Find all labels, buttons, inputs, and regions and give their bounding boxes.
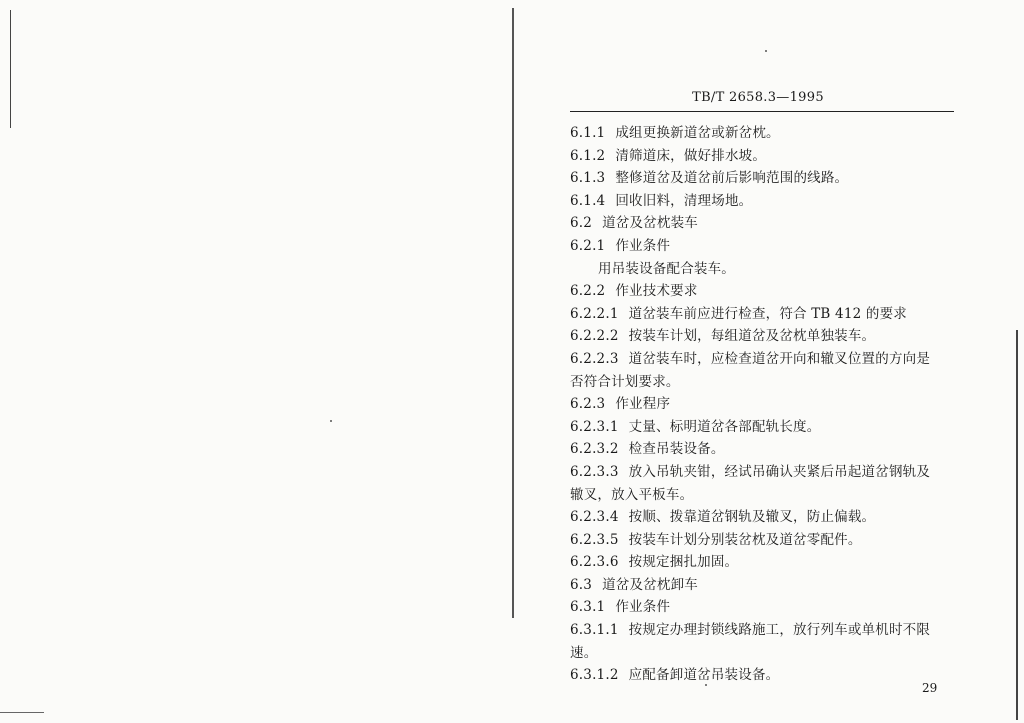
line-text: 应配备卸道岔吊装设备。 xyxy=(628,667,780,684)
section-number: 6.2.1 xyxy=(570,237,606,254)
section-number: 6.2.3.1 xyxy=(570,418,619,435)
document-page xyxy=(562,84,962,714)
line-text: 作业技术要求 xyxy=(615,283,698,300)
text-line xyxy=(570,506,962,529)
line-text: 否符合计划要求。 xyxy=(570,373,680,390)
text-line xyxy=(570,393,962,416)
text-line xyxy=(570,303,962,326)
section-number: 6.2.2.2 xyxy=(570,328,619,345)
text-line xyxy=(570,145,962,168)
text-line xyxy=(570,619,962,642)
scan-speck xyxy=(765,50,767,52)
section-number: 6.2.2.3 xyxy=(570,350,619,367)
section-number: 6.2.3.2 xyxy=(570,441,619,458)
line-text: 辙叉，放入平板车。 xyxy=(570,486,694,503)
section-number: 6.1.1 xyxy=(570,125,606,141)
text-line xyxy=(570,235,962,258)
line-text: 按装车计划，每组道岔及岔枕单独装车。 xyxy=(628,328,876,345)
text-line xyxy=(570,190,962,213)
text-line xyxy=(570,438,962,461)
section-number: 6.3.1.2 xyxy=(570,667,619,684)
text-line xyxy=(570,167,962,190)
bottom-left-edge-mark xyxy=(0,712,44,713)
page-number: 29 xyxy=(922,681,938,695)
section-number: 6.2.3.5 xyxy=(570,531,619,548)
section-number: 6.2.3.6 xyxy=(570,554,619,571)
line-text: 按顺、拨靠道岔钢轨及辙叉，防止偏载。 xyxy=(628,509,876,526)
section-number: 6.2 xyxy=(570,215,593,232)
line-text: 作业条件 xyxy=(615,237,671,254)
line-text: 用吊装设备配合装车。 xyxy=(598,260,735,277)
text-line xyxy=(570,280,962,303)
section-number: 6.2.3.4 xyxy=(570,509,619,526)
scan-speck xyxy=(330,420,332,422)
page-gutter-line xyxy=(512,8,514,618)
section-number: 6.3.1 xyxy=(570,599,606,616)
text-line xyxy=(570,551,962,574)
line-text: 整修道岔及道岔前后影响范围的线路。 xyxy=(615,170,849,187)
section-number: 6.3.1.1 xyxy=(570,622,619,639)
line-text: 按规定捆扎加固。 xyxy=(628,554,739,571)
section-number: 6.1.4 xyxy=(570,192,606,209)
text-line xyxy=(570,664,962,687)
text-line xyxy=(570,325,962,348)
text-line xyxy=(570,212,962,235)
text-line xyxy=(570,596,962,619)
section-number: 6.2.3.3 xyxy=(570,463,619,480)
section-number: 6.1.2 xyxy=(570,147,606,164)
text-line xyxy=(570,529,962,552)
line-text: 作业程序 xyxy=(615,396,671,413)
line-text: 检查吊装设备。 xyxy=(628,441,725,458)
text-line xyxy=(570,574,962,597)
line-text: 道岔及岔枕卸车 xyxy=(602,576,698,593)
section-number: 6.2.2 xyxy=(570,283,606,300)
line-text: 回收旧料，清理场地。 xyxy=(615,192,753,209)
body-text xyxy=(570,122,962,687)
left-page-edge-mark xyxy=(10,10,11,128)
line-text: 道岔装车前应进行检查，符合 TB 412 的要求 xyxy=(628,305,908,322)
line-text: 丈量、标明道岔各部配轨长度。 xyxy=(628,418,821,435)
text-line xyxy=(570,461,962,484)
section-number: 6.2.3 xyxy=(570,396,606,413)
line-text: 成组更换新道岔或新岔枕。 xyxy=(615,125,780,141)
text-line xyxy=(570,258,962,281)
line-text: 道岔及岔枕装车 xyxy=(602,215,698,232)
line-text: 作业条件 xyxy=(615,599,671,616)
text-line xyxy=(570,122,962,145)
line-text: 速。 xyxy=(570,644,598,661)
section-number: 6.3 xyxy=(570,576,593,593)
line-text: 道岔装车时，应检查道岔开向和辙叉位置的方向是 xyxy=(628,350,931,367)
section-number: 6.2.2.1 xyxy=(570,305,619,322)
right-page-edge xyxy=(1016,330,1018,720)
header-rule xyxy=(570,111,954,112)
text-line xyxy=(570,416,962,439)
line-text: 按规定办理封锁线路施工，放行列车或单机时不限 xyxy=(628,622,931,639)
text-line xyxy=(570,484,962,507)
line-text: 清筛道床，做好排水坡。 xyxy=(615,147,767,164)
line-text: 放入吊轨夹钳，经试吊确认夹紧后吊起道岔钢轨及 xyxy=(628,463,931,480)
page-header: TB/T 2658.3—1995 xyxy=(692,90,824,105)
text-line xyxy=(570,371,962,394)
section-number: 6.1.3 xyxy=(570,170,606,187)
text-line xyxy=(570,642,962,665)
line-text: 按装车计划分别装岔枕及道岔零配件。 xyxy=(628,531,862,548)
text-line xyxy=(570,348,962,371)
